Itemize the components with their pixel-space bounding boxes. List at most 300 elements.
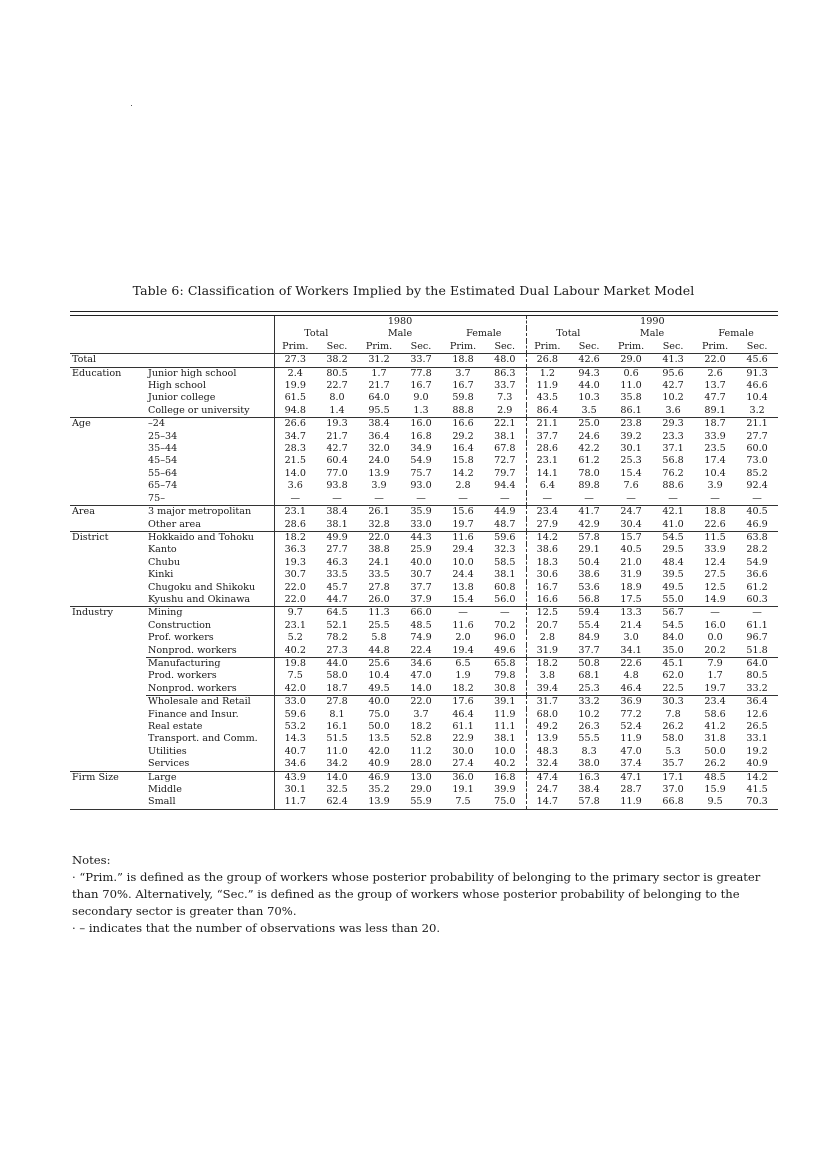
table-cell: 23.1 (284, 619, 306, 631)
table-cell: — (416, 492, 426, 504)
table-cell: 18.2 (526, 657, 568, 670)
table-cell: 38.1 (494, 569, 516, 581)
table-row (70, 733, 778, 745)
table-cell: 29.3 (652, 418, 694, 431)
table-cell: 94.3 (568, 367, 610, 380)
table-cell: 47.0 (620, 745, 642, 757)
table-cell: 84.0 (662, 632, 684, 644)
table-cell: 27.8 (326, 696, 348, 708)
table-cell: 8.1 (329, 708, 345, 720)
table-cell: 0.6 (610, 367, 652, 380)
section-label: Firm Size (70, 771, 146, 784)
table-cell: 29.5 (662, 544, 684, 556)
table-cell: 24.4 (452, 569, 474, 581)
section-label-empty (70, 557, 146, 569)
row-label: Prod. workers (146, 670, 274, 682)
table-cell: 14.0 (316, 771, 358, 784)
section-label-empty (70, 582, 146, 594)
table-cell: 13.7 (704, 380, 726, 392)
table-cell: 7.9 (707, 657, 723, 669)
table-cell: 8.3 (581, 745, 597, 757)
table-cell: 3.0 (623, 632, 639, 644)
table-cell: 17.1 (652, 771, 694, 784)
table-cell: 10.0 (452, 556, 474, 568)
table-cell: 46.9 (358, 771, 400, 784)
col-sec-header: Sec. (484, 341, 526, 354)
table-cell: 46.6 (746, 380, 768, 392)
table-cell: 28.2 (746, 544, 768, 556)
table-cell: 1.2 (526, 367, 568, 380)
table-cell: 61.1 (452, 721, 474, 732)
row-label: Real estate (146, 721, 274, 733)
table-cell: 79.7 (494, 467, 516, 479)
table-row (70, 367, 778, 380)
table-cell: 2.8 (526, 632, 568, 644)
table-cell: 25.9 (410, 544, 432, 556)
table-cell: 30.8 (484, 683, 526, 696)
table-cell: 13.3 (610, 607, 652, 620)
table-cell: — (484, 607, 526, 620)
table-cell: 3.7 (413, 708, 429, 720)
row-label: Kanto (146, 544, 274, 556)
table-cell: 50.0 (704, 745, 726, 757)
table-cell: 48.4 (662, 556, 684, 568)
section-label-empty (70, 519, 146, 532)
table-cell: 30.7 (410, 569, 432, 581)
row-label: Finance and Insur. (146, 709, 274, 721)
table-cell: 45.7 (326, 581, 348, 593)
table-cell: 42.9 (578, 518, 600, 530)
table-cell: 42.6 (578, 354, 600, 366)
table-cell: 35.8 (620, 392, 642, 404)
table-cell: 22.4 (400, 645, 442, 658)
row-label: Wholesale and Retail (146, 696, 274, 709)
table-cell: 38.6 (578, 569, 600, 581)
table-cell: 36.3 (284, 544, 306, 556)
table-cell: 13.0 (400, 771, 442, 784)
table-cell: 64.0 (746, 657, 768, 669)
table-cell: 28.7 (620, 784, 642, 796)
table-cell: 59.8 (452, 392, 474, 404)
table-cell: 55.9 (400, 796, 442, 809)
table-cell: 3.9 (371, 480, 387, 492)
table-row (70, 405, 778, 418)
table-cell: 26.8 (526, 354, 568, 367)
row-label: Chugoku and Shikoku (146, 582, 274, 594)
table-cell: 7.3 (497, 392, 513, 404)
table-cell: 15.7 (610, 531, 652, 544)
table-cell: 16.8 (410, 430, 432, 442)
table-cell: 38.4 (578, 784, 600, 796)
table-cell: 1.9 (455, 670, 471, 682)
table-cell: 86.1 (620, 404, 642, 416)
table-cell: 22.0 (284, 593, 306, 605)
table-cell: 11.6 (452, 619, 474, 631)
table-cell: 75.0 (484, 796, 526, 809)
table-cell: 22.6 (620, 657, 642, 669)
table-cell: 49.5 (662, 581, 684, 593)
table-cell: 15.9 (704, 784, 726, 796)
table-cell: 95.6 (652, 367, 694, 380)
table-cell: 18.7 (694, 418, 736, 431)
table-cell: 26.2 (662, 721, 684, 732)
table-cell: 23.8 (610, 418, 652, 431)
col-sec-header: Sec. (400, 341, 442, 354)
table-cell: 51.8 (736, 645, 778, 658)
table-cell: 27.7 (746, 430, 768, 442)
table-cell: 79.8 (494, 670, 516, 682)
table-cell: 3.6 (665, 404, 681, 416)
table-cell: 27.8 (368, 581, 390, 593)
table-cell: 63.8 (736, 531, 778, 544)
table-row (70, 544, 778, 556)
table-cell: 29.4 (452, 544, 474, 556)
section-label-empty (70, 709, 146, 721)
table-cell: 95.5 (368, 404, 390, 416)
table-cell: — (694, 607, 736, 620)
table-cell: — (526, 493, 568, 506)
table-cell: 48.3 (526, 746, 568, 758)
table-cell: 14.7 (526, 796, 568, 809)
table-row (70, 696, 778, 709)
table-cell: 78.2 (326, 632, 348, 644)
table-cell: 33.5 (368, 569, 390, 581)
group-female-1980: Female (466, 328, 502, 340)
table-cell: 22.0 (284, 581, 306, 593)
row-label: Nonprod. workers (146, 645, 274, 658)
table-cell: — (290, 492, 301, 504)
table-cell: 3.6 (287, 480, 303, 492)
table-cell: 33.0 (410, 518, 432, 530)
table-cell: 60.8 (494, 581, 516, 593)
table-cell: 12.4 (704, 556, 726, 568)
section-label-empty (70, 657, 146, 670)
table-cell: 89.1 (704, 404, 726, 416)
stray-mark (131, 105, 132, 106)
table-cell: 3.8 (526, 670, 568, 682)
table-cell: 49.9 (316, 531, 358, 544)
table-cell: 43.5 (526, 392, 568, 404)
table-cell: 10.4 (368, 670, 390, 682)
table-cell: 73.0 (746, 455, 768, 467)
table-cell: 15.4 (452, 593, 474, 605)
table-row (70, 480, 778, 492)
row-label: Other area (146, 519, 274, 532)
table-cell: 1.4 (329, 404, 345, 416)
table-cell: 52.4 (620, 721, 642, 732)
table-cell: 70.3 (736, 796, 778, 809)
table-cell: 32.3 (494, 544, 516, 556)
table-cell: 54.5 (652, 531, 694, 544)
table-row (70, 380, 778, 392)
table-row (70, 607, 778, 620)
table-cell: 48.5 (410, 619, 432, 631)
row-label: Mining (146, 607, 274, 620)
table-cell: 19.1 (452, 784, 474, 796)
table-cell: 32.4 (526, 758, 568, 771)
table-cell: 9.0 (413, 392, 429, 404)
table-cell: 21.7 (326, 430, 348, 442)
table-row (70, 784, 778, 796)
table-cell: 16.4 (452, 443, 474, 455)
section-label-empty (70, 493, 146, 506)
table-cell: 72.7 (494, 455, 516, 467)
table-row (70, 455, 778, 467)
row-label: Junior high school (146, 367, 274, 380)
table-cell: 96.0 (494, 632, 516, 644)
table-row (70, 582, 778, 594)
table-cell: 61.1 (746, 619, 768, 631)
group-male-1980: Male (387, 328, 413, 340)
table-cell: 13.5 (368, 733, 390, 745)
table-row (70, 683, 778, 696)
section-label: Industry (70, 607, 146, 620)
section-label-empty (70, 594, 146, 607)
table-row (70, 431, 778, 443)
table-cell: 12.5 (526, 607, 568, 620)
table-cell: 30.1 (620, 443, 642, 455)
table-cell: 53.6 (578, 581, 600, 593)
table-cell: 28.3 (284, 443, 306, 455)
table-row (70, 771, 778, 784)
table-cell: 24.0 (368, 455, 390, 467)
data-table (70, 316, 778, 810)
row-label: Chubu (146, 557, 274, 569)
table-cell: 91.3 (736, 367, 778, 380)
table-cell: 88.6 (662, 480, 684, 492)
table-cell: 26.5 (746, 721, 768, 732)
table-row (70, 519, 778, 532)
table-cell: 7.8 (665, 708, 681, 720)
table-cell: 42.7 (662, 380, 684, 392)
table-row (70, 418, 778, 431)
table-cell: 25.0 (568, 418, 610, 431)
table-cell: 39.2 (620, 430, 642, 442)
table-cell: 24.7 (610, 506, 652, 519)
table-cell: 11.0 (326, 745, 348, 757)
table-row (70, 354, 778, 367)
row-label: Middle (146, 784, 274, 796)
table-cell: 37.0 (662, 784, 684, 796)
table-cell: 16.1 (326, 721, 348, 732)
table-cell: 23.4 (704, 696, 726, 708)
table-cell: 25.5 (368, 619, 390, 631)
table-cell: 35.7 (662, 758, 684, 770)
row-label (146, 354, 274, 367)
table-cell: 75.0 (368, 708, 390, 720)
table-cell: 44.3 (400, 531, 442, 544)
table-cell: 14.3 (284, 733, 306, 745)
table-cell: 45.6 (746, 354, 768, 366)
table-cell: 30.1 (284, 784, 306, 796)
table-cell: — (736, 607, 778, 620)
table-cell: 25.6 (368, 657, 390, 669)
table-cell: 35.0 (652, 645, 694, 658)
table-cell: 16.0 (704, 619, 726, 631)
table-cell: 3.7 (442, 367, 484, 380)
table-cell: 10.3 (578, 392, 600, 404)
table-cell: 22.0 (704, 354, 726, 366)
table-cell: 48.7 (494, 518, 516, 530)
table-cell: 11.5 (694, 531, 736, 544)
table-cell: 22.7 (326, 380, 348, 392)
table-cell: 77.0 (326, 467, 348, 479)
table-cell: 26.0 (368, 593, 390, 605)
table-cell: 66.0 (400, 607, 442, 620)
table-cell: 76.2 (662, 467, 684, 479)
table-cell: 56.8 (578, 593, 600, 605)
table-cell: 20.2 (694, 645, 736, 658)
section-label-empty (70, 670, 146, 682)
table-cell: 21.7 (368, 380, 390, 392)
table-cell: 96.7 (746, 632, 768, 644)
table-cell: 39.4 (526, 683, 568, 696)
table-cell: 10.4 (746, 392, 768, 404)
table-cell: 20.7 (526, 620, 568, 632)
table-cell: — (458, 492, 468, 504)
table-cell: 33.5 (326, 569, 348, 581)
notes-definition: · “Prim.” is defined as the group of workers whose posterior probability of belonging to the primary sector is greater than 70%. Alternatively, “Sec.” is defined as the group of workers whose posterior probability of belonging to the secondary sector is greater than 70%. (72, 870, 761, 918)
table-cell: 57.8 (568, 531, 610, 544)
table-cell: 59.4 (568, 607, 610, 620)
table-cell: 31.2 (368, 354, 390, 366)
header-row-years (70, 316, 778, 328)
table-cell: 33.2 (736, 683, 778, 696)
table-cell: 40.7 (284, 745, 306, 757)
group-total-1980: Total (304, 328, 329, 340)
table-cell: 30.6 (526, 569, 568, 581)
table-cell: 32.5 (326, 784, 348, 796)
table-row (70, 569, 778, 581)
table-cell: — (374, 492, 384, 504)
table-cell: 16.0 (400, 418, 442, 431)
table-cell: 40.2 (494, 758, 516, 770)
table-cell: 14.2 (736, 771, 778, 784)
table-cell: 64.5 (316, 607, 358, 620)
table-row (70, 632, 778, 644)
table-cell: 18.8 (694, 506, 736, 519)
table-cell: 16.7 (526, 582, 568, 594)
table-cell: 38.1 (494, 733, 516, 745)
table-cell: 3.2 (749, 404, 765, 416)
table-cell: 10.2 (662, 392, 684, 404)
table-cell: 33.9 (704, 544, 726, 556)
row-label: Large (146, 771, 274, 784)
table-notes (72, 852, 784, 937)
table-cell: 46.4 (610, 683, 652, 696)
table-cell: 10.4 (704, 467, 726, 479)
table-cell: 62.4 (316, 796, 358, 809)
table-cell: 27.9 (526, 519, 568, 532)
table-cell: 11.9 (620, 733, 642, 745)
table-cell: 38.4 (316, 506, 358, 519)
table-cell: 74.9 (410, 632, 432, 644)
col-sec-header: Sec. (736, 341, 778, 354)
table-cell: 7.5 (442, 796, 484, 809)
table-cell: 30.4 (620, 518, 642, 530)
table-cell: 27.7 (326, 544, 348, 556)
table-cell: 44.9 (484, 506, 526, 519)
table-cell: 66.8 (652, 796, 694, 809)
table-row (70, 796, 778, 809)
table-cell: 37.9 (410, 593, 432, 605)
table-cell: 30.7 (284, 569, 306, 581)
table-cell: 37.7 (568, 645, 610, 658)
table-cell: 16.6 (442, 418, 484, 431)
table-row (70, 557, 778, 569)
table-cell: 44.8 (358, 645, 400, 658)
table-cell: 28.6 (526, 443, 568, 455)
section-label-empty (70, 455, 146, 467)
table-row (70, 594, 778, 607)
table-cell: 38.1 (326, 518, 348, 530)
table-row (70, 758, 778, 771)
table-cell: 46.3 (326, 556, 348, 568)
table-cell: 21.1 (526, 418, 568, 431)
table-cell: 54.9 (746, 556, 768, 568)
table-cell: 42.0 (368, 745, 390, 757)
table-cell: 21.1 (736, 418, 778, 431)
row-label: Small (146, 796, 274, 809)
table-cell: 26.1 (358, 506, 400, 519)
table-cell: 36.6 (746, 569, 768, 581)
section-label: Total (72, 354, 97, 366)
table-row (70, 531, 778, 544)
row-label: Utilities (146, 746, 274, 758)
table-cell: 61.2 (746, 581, 768, 593)
row-label: 25–34 (146, 431, 274, 443)
table-cell: 13.9 (358, 796, 400, 809)
table-cell: 37.1 (662, 443, 684, 455)
table-cell: 38.4 (358, 418, 400, 431)
table-cell: 22.0 (410, 696, 432, 708)
table-cell: 34.2 (326, 758, 348, 770)
table-cell: 2.8 (455, 480, 471, 492)
header-row-groups (70, 328, 778, 340)
table-cell: 35.9 (400, 506, 442, 519)
table-cell: 40.9 (746, 758, 768, 770)
table-cell: 42.7 (326, 443, 348, 455)
table-cell: 60.4 (326, 455, 348, 467)
col-prim-header: Prim. (442, 341, 484, 354)
table-cell: 38.2 (326, 354, 348, 366)
table-cell: 55.5 (578, 733, 600, 745)
table-cell: 19.7 (452, 518, 474, 530)
table-cell: 61.2 (578, 455, 600, 467)
table-cell: — (626, 492, 636, 504)
table-cell: 22.0 (358, 531, 400, 544)
table-cell: 40.0 (410, 556, 432, 568)
table-cell: 59.6 (284, 708, 306, 720)
table-cell: 80.5 (316, 367, 358, 380)
row-label: 75– (146, 493, 274, 506)
section-label-empty (70, 746, 146, 758)
col-sec-header: Sec. (568, 341, 610, 354)
table-cell: 11.9 (494, 708, 516, 720)
table-cell: 38.8 (368, 544, 390, 556)
section-label-empty (70, 784, 146, 796)
table-cell: — (710, 492, 720, 504)
col-sec-header: Sec. (316, 341, 358, 354)
row-label: Manufacturing (146, 657, 274, 670)
section-label-empty (70, 405, 146, 418)
table-cell: 93.8 (326, 480, 348, 492)
table-cell: — (332, 492, 342, 504)
table-cell: 0.0 (707, 632, 723, 644)
table-cell: 31.8 (704, 733, 726, 745)
table-cell: 48.0 (494, 354, 516, 366)
table-cell: 46.9 (746, 518, 768, 530)
